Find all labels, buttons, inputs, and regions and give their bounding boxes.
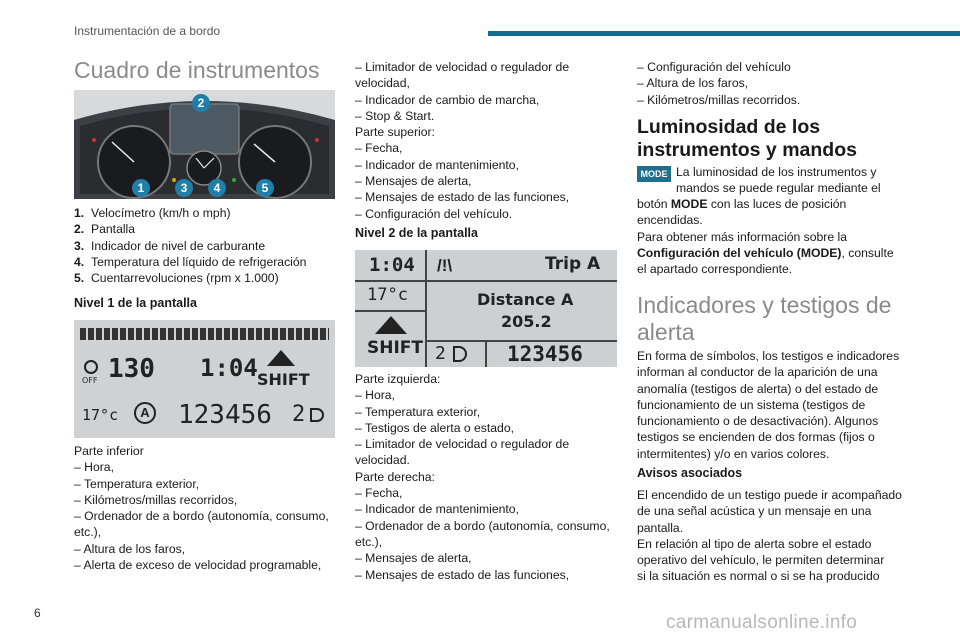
heading-level2: Nivel 2 de la pantalla [355,226,478,240]
section-title-cuadro: Cuadro de instrumentos [74,57,320,83]
temp-readout: 17°c [82,406,119,424]
heading-luminosidad: Luminosidad de los instrumentos y mandos [637,116,857,161]
callout-1: 1 [132,179,150,197]
heading-avisos: Avisos asociados [637,466,743,480]
lcd-level1-illustration [74,320,335,438]
lower-part-list: Parte inferior – Hora, – Temperatura exterior, – Kilómetros/millas recorridos, – Ordenador de a bordo (autonomía, consumo, etc.), – Altura de los faros, – Alerta de exceso de velocidad programable, [74,444,329,573]
callout-5: 5 [256,179,274,197]
legend-item: 1. Velocímetro (km/h o mph) [74,206,231,220]
speed-limiter-icon [84,360,98,374]
dot-matrix-row [80,328,329,340]
header-accent-bar [488,31,960,36]
shift-label: SHIFT [257,370,310,389]
instrument-cluster-illustration [74,90,335,199]
upper-part-list: – Limitador de velocidad o regulador de velocidad, – Indicador de cambio de marcha, – Stop & Start. Parte superior: – Fecha, – Indicador de mantenimiento, – Mensajes de alerta, – Mensajes de estado de las funciones, – Configuración del vehículo. [355,60,570,221]
lcd2-shift: SHIFT [367,338,424,358]
cluster-legend [74,205,306,286]
off-label: OFF [82,376,98,385]
lcd-level2-illustration [355,250,617,367]
left-right-part-list: Parte izquierda: – Hora, – Temperatura exterior, – Testigos de alerta o estado, – Limitador de velocidad o regulador de velocidad. Parte derecha: – Fecha, – Indicador de mantenimiento, – Ordenador de a bordo (autonomía, consumo, etc.), – Mensajes de alerta, – Mensajes de estado de las funciones, [355,372,610,582]
headlamp-icon [453,346,467,362]
callout-2: 2 [192,94,210,112]
legend-item: 4. Temperatura del líquido de refrigeración [74,254,307,269]
callout-4: 4 [208,179,226,197]
time-readout: 1:04 [200,354,258,382]
warning-triangle-icon: /!\ [437,256,453,275]
headlamp-level-readout: 2 [292,402,306,427]
shift-up-arrow-icon [375,316,407,334]
shift-up-arrow-icon [267,350,295,366]
lcd2-odometer: 123456 [507,342,583,366]
section-title-indicadores: Indicadores y testigos de alerta [637,292,892,345]
auto-a-icon: A [134,402,156,424]
odometer-readout: 123456 [178,400,272,430]
page-number: 6 [34,606,41,620]
watermark: carmanualsonline.info [666,612,858,633]
heading-level1: Nivel 1 de la pantalla [74,296,197,310]
lcd2-headlamp-level: 2 [435,343,446,364]
lum-paragraph-indented: La luminosidad de los instrumentos y mandos se puede regular mediante el [676,165,881,196]
legend-item: 5. Cuentarrevoluciones (rpm x 1.000) [74,271,279,286]
lcd2-time: 1:04 [369,254,415,276]
lcd2-distance-label: Distance A [477,290,574,309]
headlamp-icon [310,408,324,422]
lum-paragraph: botón MODE con las luces de posición encendidas. Para obtener más información sobre la Configuración del vehículo (MODE), consulte el apartado correspondiente. [637,197,894,277]
running-header: Instrumentación de a bordo [74,24,221,38]
callout-3: 3 [175,179,193,197]
lcd2-trip: Trip A [545,254,601,274]
mode-button-icon: MODE [637,166,671,182]
legend-item: 2. Pantalla [74,222,136,237]
lcd2-distance-value: 205.2 [501,312,552,331]
avisos-paragraph: El encendido de un testigo puede ir acompañado de una señal acústica y un mensaje en una pantalla. En relación al tipo de alerta sobre el estado operativo del vehículo, le permiten determinar si la situación es normal o si se ha producido [637,488,902,584]
speed-readout: 130 [108,354,155,384]
col3-top-list: – Configuración del vehículo – Altura de los faros, – Kilómetros/millas recorridos. [637,60,801,107]
legend-item: 3. Indicador de nivel de carburante [74,238,266,253]
lcd2-temp: 17°c [367,285,408,305]
indicadores-paragraph: En forma de símbolos, los testigos e indicadores informan al conductor de la aparición de una anomalía (testigos de alerta) o del estado de funcionamiento de un sistema (testigos de funcionamiento o de desactivación). Algunos testigos se encienden de dos formas (fijos o intermitentes) y/o en varios colores. [637,349,900,461]
